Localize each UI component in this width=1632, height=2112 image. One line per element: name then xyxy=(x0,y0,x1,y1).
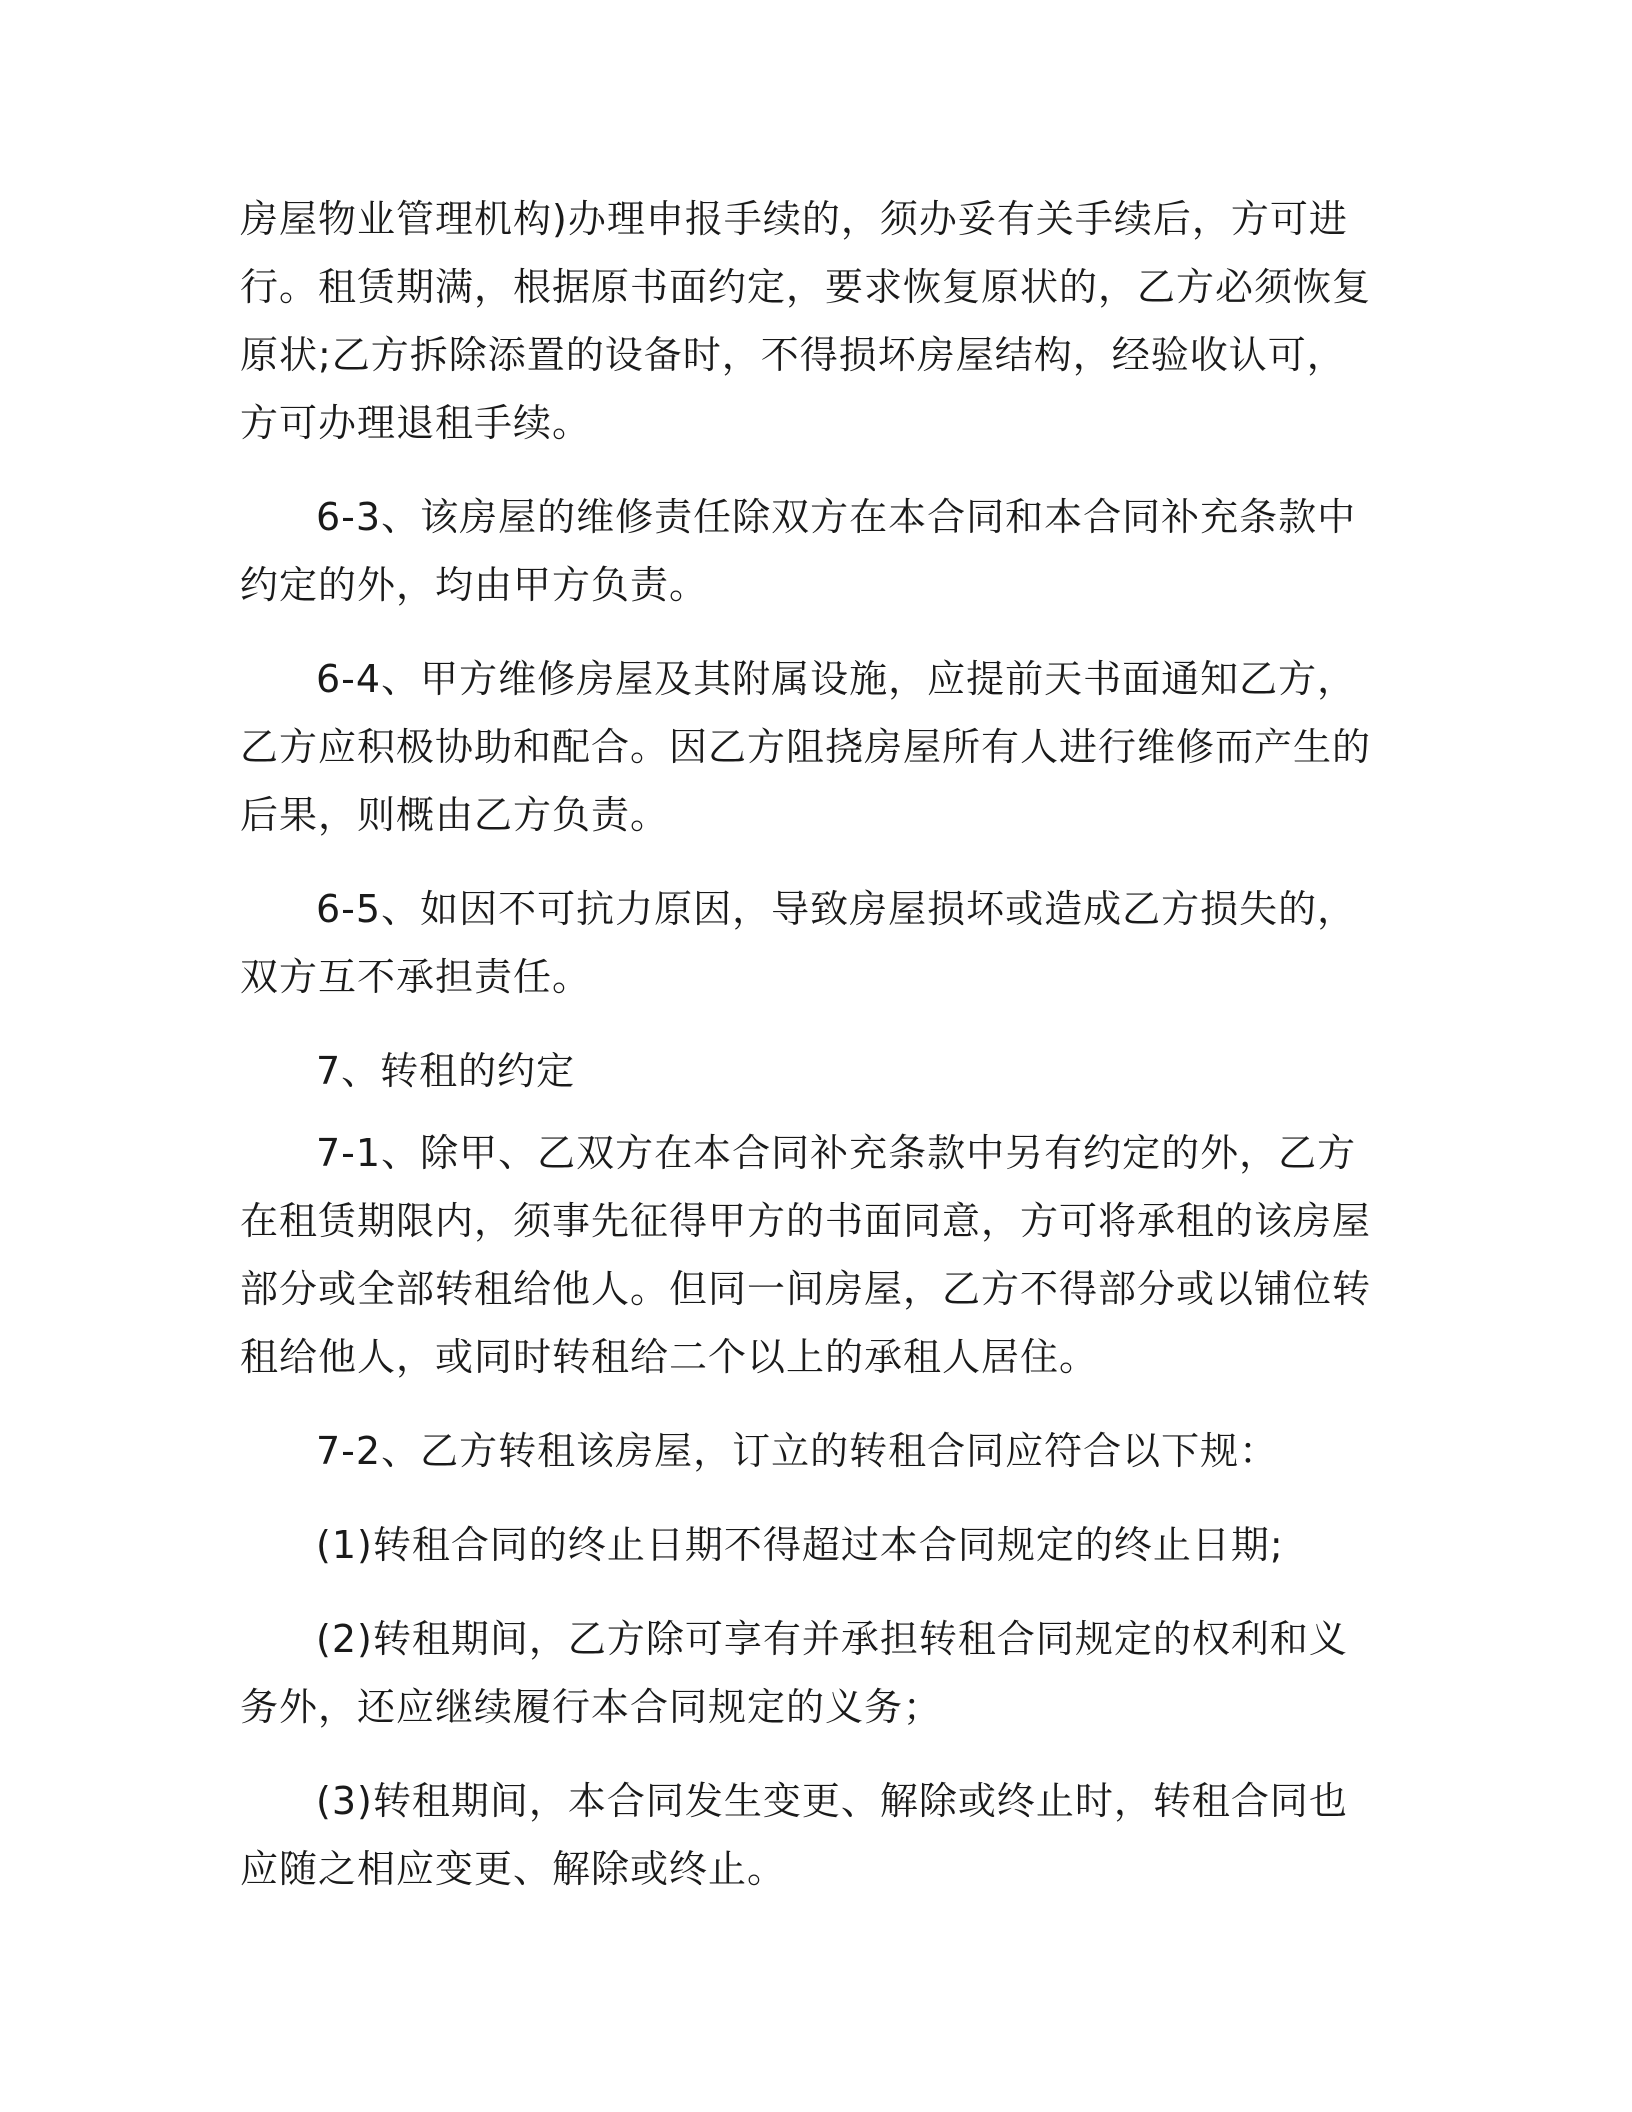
clause-6-3: 6-3、该房屋的维修责任除双方在本合同和本合同补充条款中约定的外，均由甲方负责。 xyxy=(240,495,1357,607)
list-item-1: (1)转租合同的终止日期不得超过本合同规定的终止日期; xyxy=(316,1523,1284,1567)
paragraph-continuation: 房屋物业管理机构)办理申报手续的，须办妥有关手续后，方可进行。租赁期满，根据原书面约定，要求恢复原状的，乙方必须恢复原状;乙方拆除添置的设备时，不得损坏房屋结构，经验收认可，方可办理退租手续。 xyxy=(240,197,1372,445)
list-item-3: (3)转租期间，本合同发生变更、解除或终止时，转租合同也应随之相应变更、解除或终止。 xyxy=(240,1779,1348,1891)
list-item-2: (2)转租期间，乙方除可享有并承担转租合同规定的权利和义务外，还应继续履行本合同规定的义务； xyxy=(240,1617,1348,1729)
clause-6-4: 6-4、甲方维修房屋及其附属设施，应提前天书面通知乙方，乙方应积极协助和配合。因乙方阻挠房屋所有人进行维修而产生的后果，则概由乙方负责。 xyxy=(240,657,1372,837)
clause-6-5: 6-5、如因不可抗力原因，导致房屋损坏或造成乙方损失的，双方互不承担责任。 xyxy=(240,887,1357,999)
clause-7-1: 7-1、除甲、乙双方在本合同补充条款中另有约定的外，乙方在租赁期限内，须事先征得甲方的书面同意，方可将承租的该房屋部分或全部转租给他人。但同一间房屋，乙方不得部分或以铺位转租给他人，或同时转租给二个以上的承租人居住。 xyxy=(240,1131,1372,1379)
section-7-heading: 7、转租的约定 xyxy=(316,1049,576,1093)
document-body xyxy=(240,185,1380,1929)
clause-7-2: 7-2、乙方转租该房屋，订立的转租合同应符合以下规： xyxy=(316,1429,1279,1473)
